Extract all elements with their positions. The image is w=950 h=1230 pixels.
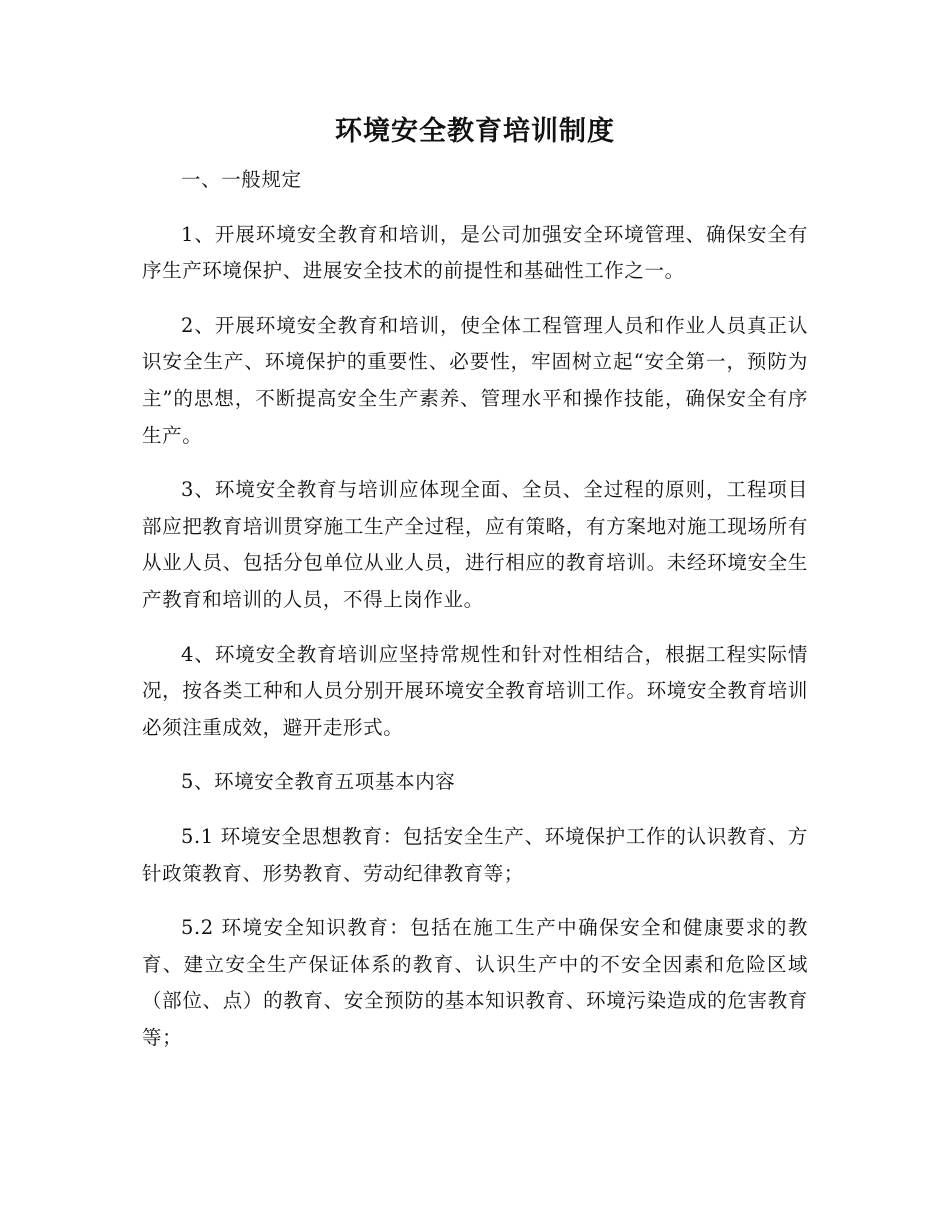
paragraph-4: 4、环境安全教育培训应坚持常规性和针对性相结合，根据工程实际情况，按各类工种和人员分别开展环境安全教育培训工作。环境安全教育培训必须注重成效，避开走形式。 [142,642,808,739]
document-body [142,162,808,1074]
paragraph-3: 3、环境安全教育与培训应体现全面、全员、全过程的原则，工程项目部应把教育培训贯穿施工生产全过程，应有策略，有方案地对施工现场所有从业人员、包括分包单位从业人员，进行相应的教育培训。未经环境安全生产教育和培训的人员，不得上岗作业。 [142,478,808,611]
paragraph-general-rules-heading: 一、一般规定 [181,168,302,191]
document-title: 环境安全教育培训制度 [335,116,615,147]
paragraph-5-2: 5.2 环境安全知识教育：包括在施工生产中确保安全和健康要求的教育、建立安全生产保证体系的教育、认识生产中的不安全因素和危险区域（部位、点）的教育、安全预防的基本知识教育、环境污染造成的危害教育等； [142,916,808,1049]
paragraph-1: 1、开展环境安全教育和培训，是公司加强安全环境管理、确保安全有序生产环境保护、进展安全技术的前提性和基础性工作之一。 [142,222,808,283]
paragraph-2: 2、开展环境安全教育和培训，使全体工程管理人员和作业人员真正认识安全生产、环境保护的重要性、必要性，牢固树立起“安全第一，预防为主”的思想，不断提高安全生产素养、管理水平和操作技能，确保安全有序生产。 [142,313,808,447]
paragraph-5-1: 5.1 环境安全思想教育：包括安全生产、环境保护工作的认识教育、方针政策教育、形势教育、劳动纪律教育等； [142,824,808,885]
paragraph-5: 5、环境安全教育五项基本内容 [181,770,456,794]
